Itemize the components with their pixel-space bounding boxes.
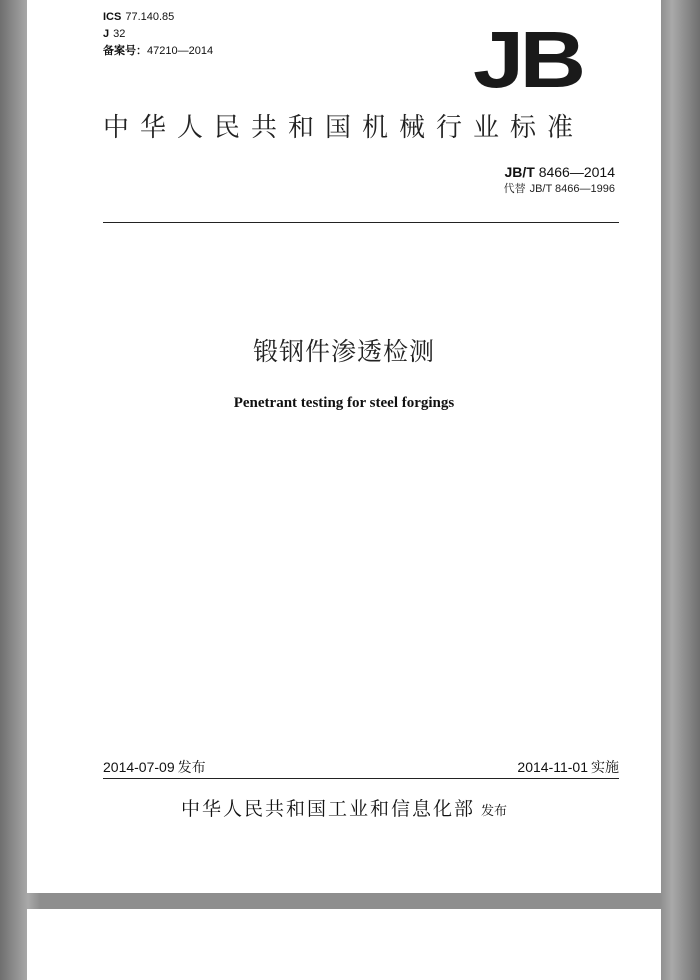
document-page <box>27 0 661 893</box>
publisher-action: 发布 <box>481 804 508 819</box>
classification-block <box>103 9 213 60</box>
record-line <box>103 43 213 60</box>
standard-number-prefix: JB/T <box>504 164 535 180</box>
title-english: Penetrant testing for steel forgings <box>233 395 455 411</box>
ics-value: 77.140.85 <box>125 11 175 23</box>
replaces-value: JB/T 8466—1996 <box>529 183 615 195</box>
issue-label: 发布 <box>177 759 206 775</box>
j-label: J <box>103 28 110 40</box>
implement-date-block <box>517 757 619 777</box>
replaces-line <box>504 182 615 196</box>
issue-date-block <box>103 757 206 777</box>
publisher-line <box>27 794 661 827</box>
ics-label: ICS <box>103 11 122 23</box>
title-chinese: 锻钢件渗透检测 <box>252 337 435 366</box>
top-divider <box>103 222 619 223</box>
ics-line <box>103 9 213 26</box>
bottom-divider <box>103 778 619 779</box>
publisher-name: 中华人民共和国工业和信息化部 <box>180 798 475 820</box>
next-page <box>27 909 661 980</box>
implement-date: 2014-11-01 <box>517 759 588 775</box>
standard-number-value: 8466—2014 <box>538 164 615 180</box>
implement-label: 实施 <box>591 759 619 775</box>
jb-logo: JB <box>473 15 582 104</box>
standard-number <box>504 163 615 181</box>
j-line <box>103 26 213 43</box>
standard-type-heading: 中华人民共和国机械行业标准 <box>103 113 585 143</box>
record-label: 备案号： <box>103 45 147 57</box>
record-value: 47210—2014 <box>147 45 214 57</box>
replaces-label: 代替 <box>503 183 526 195</box>
date-row <box>103 757 619 777</box>
j-value: 32 <box>113 28 126 40</box>
issue-date: 2014-07-09 <box>103 759 175 775</box>
